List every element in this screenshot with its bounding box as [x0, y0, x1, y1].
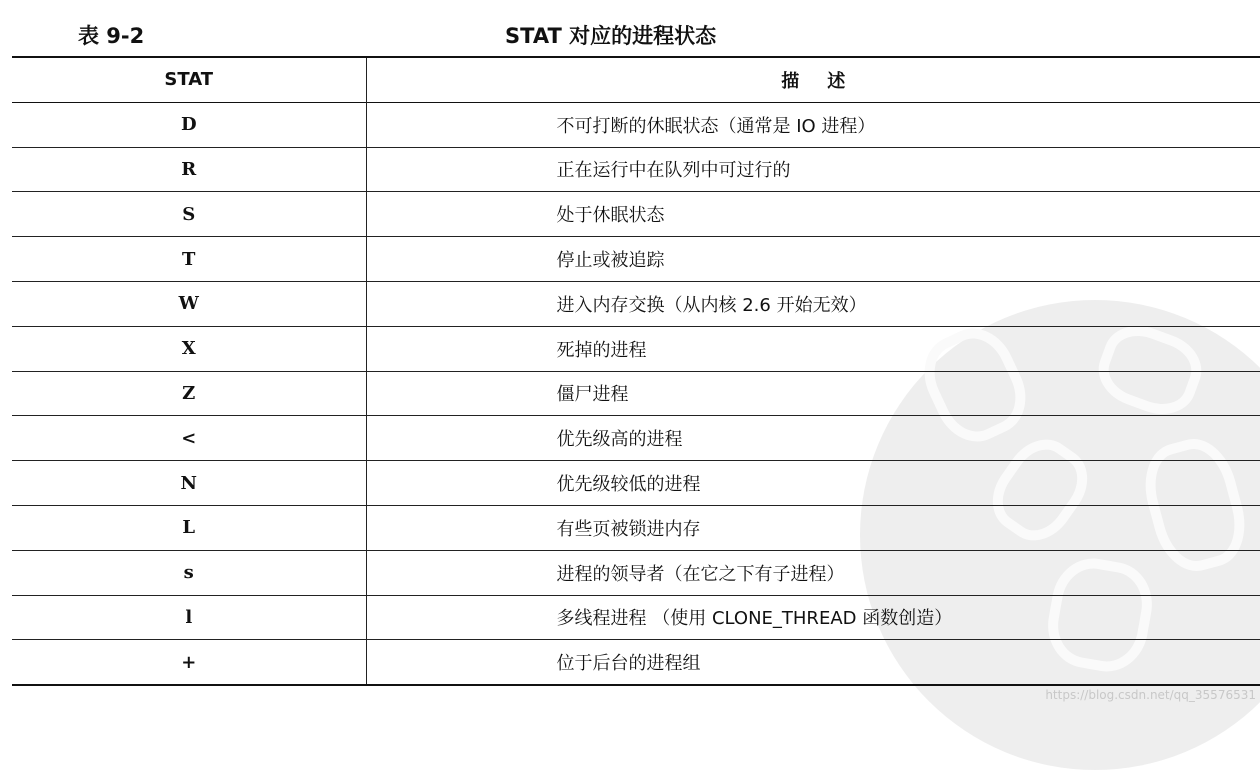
stat-table: [12, 56, 1260, 686]
table-row: [12, 102, 1260, 147]
watermark-url: https://blog.csdn.net/qq_35576531: [1045, 688, 1256, 702]
table-row: [12, 147, 1260, 192]
table-header-row: [12, 57, 1260, 102]
table-row: [12, 550, 1260, 595]
header-description: 描述: [781, 70, 874, 92]
table-row: [12, 595, 1260, 640]
stat-description: 正在运行中在队列中可过行的: [556, 160, 791, 182]
table-row: [12, 326, 1260, 371]
stat-code: N: [12, 461, 366, 506]
stat-code: R: [12, 147, 366, 192]
stat-code: s: [12, 550, 366, 595]
stat-code: l: [12, 595, 366, 640]
stat-code: <: [12, 416, 366, 461]
table-row: [12, 237, 1260, 282]
stat-description: 多线程进程 （使用 CLONE_THREAD 函数创造）: [556, 608, 953, 630]
stat-code: S: [12, 192, 366, 237]
stat-description: 优先级高的进程: [556, 429, 683, 451]
table-row: [12, 640, 1260, 685]
stat-code: W: [12, 281, 366, 326]
stat-description: 不可打断的休眠状态（通常是 IO 进程）: [556, 115, 876, 137]
table-row: [12, 192, 1260, 237]
header-stat: STAT: [12, 57, 366, 102]
stat-description: 死掉的进程: [556, 339, 647, 361]
stat-table-container: [12, 56, 1260, 686]
table-row: [12, 505, 1260, 550]
table-row: [12, 461, 1260, 506]
table-row: [12, 416, 1260, 461]
stat-description: 处于休眠状态: [556, 205, 665, 227]
table-caption: [0, 18, 1260, 52]
stat-code: T: [12, 237, 366, 282]
stat-description: 僵尸进程: [556, 384, 629, 406]
stat-code: Z: [12, 371, 366, 416]
stat-description: 进程的领导者（在它之下有子进程）: [556, 563, 845, 585]
stat-code: +: [12, 640, 366, 685]
table-number: 表 9-2: [78, 24, 145, 48]
stat-code: D: [12, 102, 366, 147]
stat-code: X: [12, 326, 366, 371]
stat-description: 停止或被追踪: [556, 250, 665, 272]
stat-code: L: [12, 505, 366, 550]
table-row: [12, 371, 1260, 416]
stat-description: 位于后台的进程组: [556, 653, 701, 675]
table-row: [12, 281, 1260, 326]
stat-description: 优先级较低的进程: [556, 474, 701, 496]
stat-description: 进入内存交换（从内核 2.6 开始无效）: [556, 294, 867, 316]
stat-description: 有些页被锁进内存: [556, 518, 701, 540]
table-title: STAT 对应的进程状态: [505, 24, 717, 48]
